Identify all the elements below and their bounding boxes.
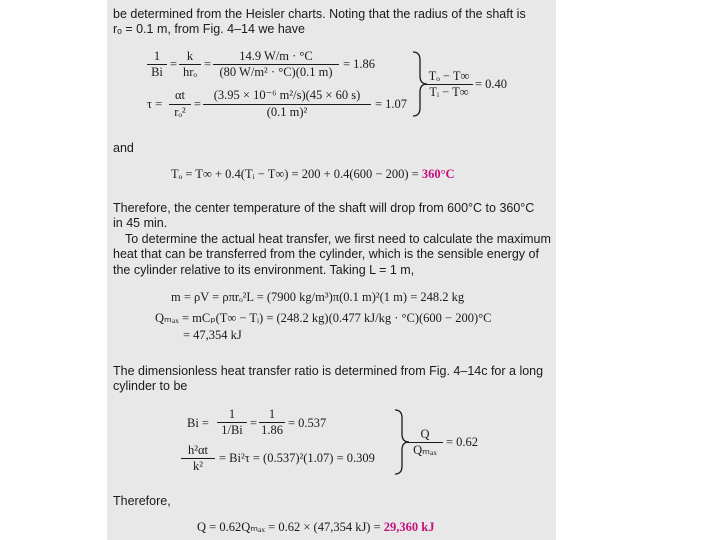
fraction-denominator: Bi — [151, 65, 163, 79]
paragraph-line: rₒ = 0.1 m, from Fig. 4–14 we have — [113, 22, 305, 36]
fraction-numerator: αt — [174, 88, 186, 102]
equals-sign: = — [204, 57, 212, 71]
equation-result: = 0.40 — [475, 77, 508, 91]
bi-label: Bi = — [187, 416, 209, 430]
connector-text: Therefore, — [113, 494, 171, 508]
fraction-numerator: Tₒ − T∞ — [428, 69, 470, 83]
equals-sign: = — [194, 97, 202, 111]
fraction-numerator: (3.95 × 10⁻⁶ m²/s)(45 × 60 s) — [213, 88, 361, 102]
paragraph-line: in 45 min. — [113, 216, 168, 230]
fraction-numerator: h²αt — [187, 443, 209, 457]
equation-result: = 0.62 — [446, 435, 479, 449]
tau-label: τ = — [147, 97, 163, 111]
paragraph-line: Therefore, the center temperature of the shaft will drop from 600°C to 360°C — [113, 201, 535, 215]
equals-sign: = — [170, 57, 178, 71]
fraction-denominator: Qₘₐₓ — [413, 443, 437, 457]
fraction-numerator: Q — [420, 427, 430, 441]
fraction-denominator: 1/Bi — [221, 423, 243, 437]
equation-result: = 1.86 — [343, 57, 376, 71]
equation-final-heat — [197, 520, 434, 535]
fraction-denominator: (80 W/m² · °C)(0.1 m) — [219, 65, 333, 79]
paragraph-line: The dimensionless heat transfer ratio is determined from Fig. 4–14c for a long — [113, 364, 544, 378]
connector-text: and — [113, 141, 134, 155]
equation-qmax: Qₘₐₓ = mCₚ(T∞ − Tᵢ) = (248.2 kg)(0.477 kJ/kg · °C)(600 − 200)°C — [155, 311, 492, 325]
equation-mass: m = ρV = ρπrₒ²L = (7900 kg/m³)π(0.1 m)²(1 m) = 248.2 kg — [171, 290, 465, 304]
fraction-denominator: rₒ² — [174, 105, 186, 119]
fraction-denominator: 1.86 — [261, 423, 283, 437]
fraction-numerator: 14.9 W/m · °C — [239, 49, 313, 63]
paragraph-line: be determined from the Heisler charts. Noting that the radius of the shaft is — [113, 7, 526, 21]
equation-qmax-result: = 47,354 kJ — [183, 328, 242, 342]
paragraph-line: heat that can be transferred from the cylinder, which is the sensible energy of — [113, 247, 539, 261]
fraction-numerator: 1 — [268, 407, 276, 421]
equals-sign: = — [250, 416, 258, 430]
fraction-numerator: k — [186, 49, 194, 63]
equation-result: = 1.07 — [375, 97, 408, 111]
equation-body: Tₒ = T∞ + 0.4(Tᵢ − T∞) = 200 + 0.4(600 − 200) = — [171, 167, 419, 181]
textbook-page — [107, 0, 556, 540]
paragraph-line: cylinder to be — [113, 379, 188, 393]
fraction-denominator: hrₒ — [182, 65, 197, 79]
fraction-denominator: (0.1 m)² — [266, 105, 308, 119]
equation-result: = 0.537 — [288, 416, 327, 430]
answer-highlight: 360°C — [421, 167, 455, 181]
paragraph-line: the cylinder relative to its environment. Taking L = 1 m, — [113, 263, 415, 277]
equation-body: Q = 0.62Qₘₐₓ = 0.62 × (47,354 kJ) = — [197, 520, 381, 534]
fraction-denominator: k² — [193, 459, 203, 473]
equation-center-temperature — [171, 167, 455, 182]
fraction-numerator: 1 — [228, 407, 236, 421]
paragraph-line: To determine the actual heat transfer, we first need to calculate the maximum — [125, 232, 551, 246]
answer-highlight: 29,360 kJ — [383, 520, 435, 534]
fraction-denominator: Tᵢ − T∞ — [429, 85, 469, 99]
fraction-numerator: 1 — [153, 49, 161, 63]
equation-body: = Bi²τ = (0.537)²(1.07) = 0.309 — [219, 451, 375, 465]
